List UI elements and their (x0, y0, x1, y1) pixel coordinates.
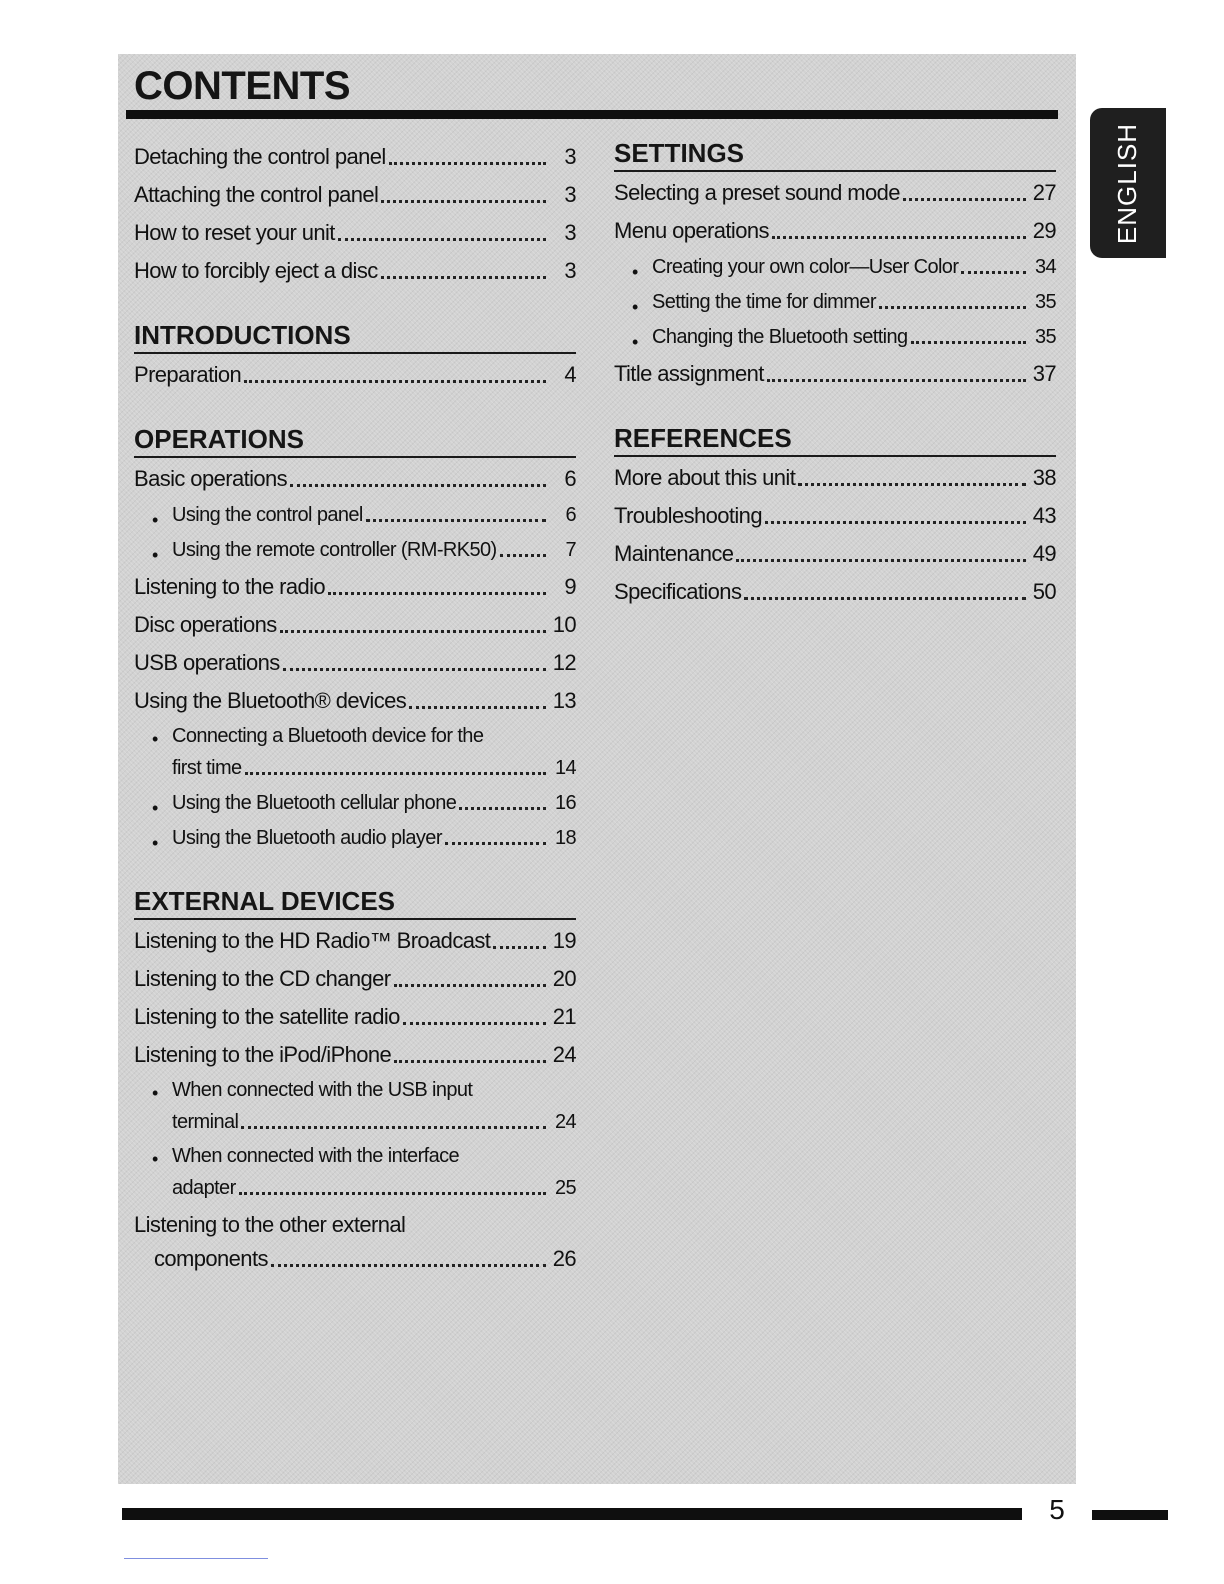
toc-subentry[interactable]: • Using the Bluetooth cellular phone 16 (152, 792, 576, 818)
section-heading-external-devices: EXTERNAL DEVICES (134, 884, 576, 920)
page-number: 5 (1049, 1494, 1065, 1525)
page-title: CONTENTS (134, 64, 350, 108)
bullet-icon: • (632, 297, 638, 317)
bullet-icon: • (152, 510, 158, 530)
toc-subentry-continuation[interactable]: adapter 25 (172, 1177, 576, 1199)
right-column (614, 136, 1056, 609)
bullet-icon: • (152, 1149, 158, 1169)
toc-entry[interactable]: Listening to the radio 9 (134, 574, 576, 599)
title-rule (126, 110, 1058, 119)
toc-entry[interactable]: Using the Bluetooth® devices 13 (134, 688, 576, 713)
footer-rule (122, 1508, 1022, 1520)
toc-entry[interactable]: Listening to the satellite radio 21 (134, 1004, 576, 1029)
toc-entry[interactable]: Disc operations 10 (134, 612, 576, 637)
toc-subentry-first-line[interactable]: • When connected with the interface (152, 1145, 460, 1169)
bullet-icon: • (152, 1083, 158, 1103)
toc-entry[interactable]: Specifications 50 (614, 579, 1056, 604)
toc-subentry-first-line[interactable]: • When connected with the USB input (152, 1079, 473, 1103)
bullet-icon: • (152, 729, 158, 749)
toc-subentry[interactable]: • Using the Bluetooth audio player 18 (152, 827, 576, 853)
bullet-icon: • (632, 262, 638, 282)
toc-subentry-first-line[interactable]: • Connecting a Bluetooth device for the (152, 725, 484, 749)
section-heading-operations: OPERATIONS (134, 422, 576, 458)
link-underline (124, 1558, 268, 1559)
toc-entry[interactable]: USB operations 12 (134, 650, 576, 675)
toc-entry[interactable]: Troubleshooting 43 (614, 503, 1056, 528)
toc-entry[interactable]: Detaching the control panel 3 (134, 144, 576, 169)
toc-entry[interactable]: Listening to the HD Radio™ Broadcast 19 (134, 928, 576, 953)
toc-entry[interactable]: Menu operations 29 (614, 218, 1056, 243)
footer-rule-short (1092, 1510, 1168, 1520)
toc-entry-continuation[interactable]: components 26 (154, 1246, 576, 1271)
toc-entry[interactable]: Preparation 4 (134, 362, 576, 387)
language-tab (1090, 108, 1166, 258)
section-heading-introductions: INTRODUCTIONS (134, 318, 576, 354)
toc-entry[interactable]: Listening to the iPod/iPhone 24 (134, 1042, 576, 1067)
toc-subentry[interactable]: • Setting the time for dimmer 35 (632, 291, 1056, 317)
toc-entry[interactable]: How to reset your unit 3 (134, 220, 576, 245)
toc-subentry-continuation[interactable]: terminal 24 (172, 1111, 576, 1133)
toc-entry[interactable]: Title assignment 37 (614, 361, 1056, 386)
language-tab-label: ENGLISH (1112, 122, 1143, 244)
toc-entry[interactable]: Listening to the CD changer 20 (134, 966, 576, 991)
section-heading-references: REFERENCES (614, 421, 1056, 457)
section-heading-settings: SETTINGS (614, 136, 1056, 172)
toc-entry[interactable]: Maintenance 49 (614, 541, 1056, 566)
toc-subentry-continuation[interactable]: first time 14 (172, 757, 576, 779)
toc-entry-first-line[interactable]: Listening to the other external (134, 1212, 406, 1237)
toc-entry[interactable]: Selecting a preset sound mode 27 (614, 180, 1056, 205)
left-column (134, 136, 576, 1276)
toc-entry[interactable]: Basic operations 6 (134, 466, 576, 491)
toc-entry[interactable]: How to forcibly eject a disc 3 (134, 258, 576, 283)
toc-subentry[interactable]: • Using the remote controller (RM-RK50) 7 (152, 539, 576, 565)
bullet-icon: • (152, 545, 158, 565)
bullet-icon: • (152, 833, 158, 853)
toc-entry[interactable]: More about this unit 38 (614, 465, 1056, 490)
toc-subentry[interactable]: • Changing the Bluetooth setting 35 (632, 326, 1056, 352)
bullet-icon: • (152, 798, 158, 818)
bullet-icon: • (632, 332, 638, 352)
toc-subentry[interactable]: • Using the control panel 6 (152, 504, 576, 530)
toc-subentry[interactable]: • Creating your own color—User Color 34 (632, 256, 1056, 282)
toc-entry[interactable]: Attaching the control panel 3 (134, 182, 576, 207)
